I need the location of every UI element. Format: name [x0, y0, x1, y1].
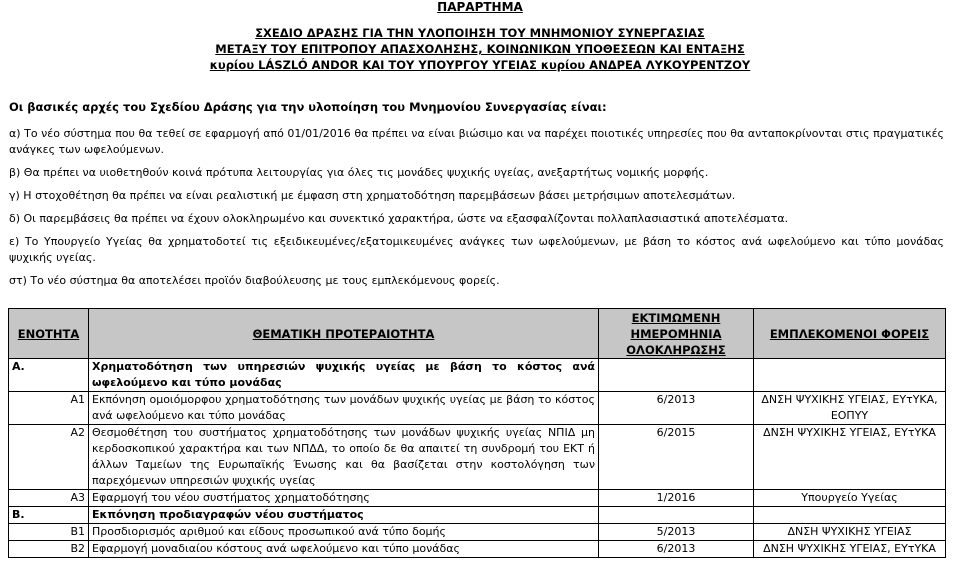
- header-unit: ΕΝΟΤΗΤΑ: [9, 309, 89, 359]
- row-date: 1/2016: [599, 490, 754, 507]
- row-date: 6/2015: [599, 425, 754, 490]
- row-code: Α2: [9, 425, 89, 490]
- table-row: [9, 541, 946, 558]
- row-code: Β1: [9, 524, 89, 541]
- table-row: [9, 392, 946, 425]
- table-row: [9, 507, 946, 524]
- appendix-title: [0, 0, 960, 14]
- row-bodies: [754, 359, 946, 392]
- action-plan-table: [8, 308, 946, 558]
- table-row: [9, 359, 946, 392]
- row-priority: Θεσμοθέτηση του συστήματος χρηματοδότησης των μονάδων ψυχικής υγείας ΝΠΙΔ μη κερδοσκοπικού χαρακτήρα και των ΝΠΔΔ, το οποίο δε θα απαιτεί τη συνδρομή του ΕΚΤ ή άλλων Ταμείων της Ευρωπαϊκής Ένωσης και θα βασίζεται στην κοστολόγηση των παρεχόμενων υπηρεσιών ψυχικής υγείας: [89, 425, 599, 490]
- appendix-title-text: ΠΑΡΑΡΤΗΜΑ: [437, 0, 523, 14]
- principle-e: ε) Το Υπουργείο Υγείας θα χρηματοδοτεί τις εξειδικευμένες/εξατομικευμένες ανάγκες των ωφελούμενων, με βάση το κόστος ανά ωφελούμενο και τύπο μονάδας ψυχικής υγείας.: [9, 235, 944, 264]
- row-bodies: ΔΝΣΗ ΨΥΧΙΚΗΣ ΥΓΕΙΑΣ, ΕΥτΥΚΑ: [754, 541, 946, 558]
- table-header-row: [9, 309, 946, 359]
- principle-c: γ) Η στοχοθέτηση θα πρέπει να είναι ρεαλιστική με έμφαση στη χρηματοδότηση παρεμβάσεων βάσει μετρήσιμων αποτελεσμάτων.: [9, 189, 736, 202]
- row-code: Β.: [9, 507, 89, 524]
- row-bodies: [754, 507, 946, 524]
- header-line-2: ΜΕΤΑΞΥ ΤΟΥ ΕΠΙΤΡΟΠΟΥ ΑΠΑΣΧΟΛΗΣΗΣ, ΚΟΙΝΩΝΙΚΩΝ ΥΠΟΘΕΣΕΩΝ ΚΑΙ ΕΝΤΑΞΗΣ: [215, 42, 745, 56]
- row-priority: Εκπόνηση προδιαγραφών νέου συστήματος: [89, 507, 599, 524]
- row-priority: Εκπόνηση ομοιόμορφου χρηματοδότησης των μονάδων ψυχικής υγείας με βάση το κόστος ανά ωφελούμενο και τύπο μονάδας: [89, 392, 599, 425]
- row-priority: Προσδιορισμός αριθμού και είδους προσωπικού ανά τύπο δομής: [89, 524, 599, 541]
- principle-d: δ) Οι παρεμβάσεις θα πρέπει να έχουν ολοκληρωμένο και συνεκτικό χαρακτήρα, ώστε να εξασφαλίζονται πολλαπλασιαστικά αποτελέσματα.: [9, 212, 789, 225]
- header-line-1: ΣΧΕΔΙΟ ΔΡΑΣΗΣ ΓΙΑ ΤΗΝ ΥΛΟΠΟΙΗΣΗ ΤΟΥ ΜΝΗΜΟΝΙΟΥ ΣΥΝΕΡΓΑΣΙΑΣ: [255, 26, 705, 40]
- row-date: 6/2013: [599, 392, 754, 425]
- row-code: Β2: [9, 541, 89, 558]
- table-row: [9, 524, 946, 541]
- table-row: [9, 425, 946, 490]
- row-code: Α1: [9, 392, 89, 425]
- principle-f: στ) Το νέο σύστημα θα αποτελέσει προϊόν διαβούλευσης με τους εμπλεκόμενους φορείς.: [9, 274, 500, 287]
- row-priority: Χρηματοδότηση των υπηρεσιών ψυχικής υγείας με βάση το κόστος ανά ωφελούμενο και τύπο μονάδας: [89, 359, 599, 392]
- row-priority: Εφαρμογή του νέου συστήματος χρηματοδότησης: [89, 490, 599, 507]
- header-bodies: ΕΜΠΛΕΚΟΜΕΝΟΙ ΦΟΡΕΙΣ: [754, 309, 946, 359]
- row-bodies: ΔΝΣΗ ΨΥΧΙΚΗΣ ΥΓΕΙΑΣ: [754, 524, 946, 541]
- row-date: [599, 507, 754, 524]
- principle-a: α) Το νέο σύστημα που θα τεθεί σε εφαρμογή από 01/01/2016 θα πρέπει να είναι βιώσιμο και να παρέχει ποιοτικές υπηρεσίες που θα ανταποκρίνονται στις πραγματικές ανάγκες των ωφελούμενων.: [9, 127, 944, 156]
- header-date: ΕΚΤΙΜΩΜΕΝΗ ΗΜΕΡΟΜΗΝΙΑ ΟΛΟΚΛΗΡΩΣΗΣ: [599, 309, 754, 359]
- row-date: [599, 359, 754, 392]
- table-row: [9, 490, 946, 507]
- row-priority: Εφαρμογή μοναδιαίου κόστους ανά ωφελούμενο και τύπο μονάδας: [89, 541, 599, 558]
- row-date: 6/2013: [599, 541, 754, 558]
- row-code: Α3: [9, 490, 89, 507]
- header-line-3: κυρίου LÁSZLÓ ANDOR ΚΑΙ ΤΟΥ ΥΠΟΥΡΓΟΥ ΥΓΕΙΑΣ κυρίου ΑΝΔΡΕΑ ΛΥΚΟΥΡΕΝΤΖΟΥ: [209, 58, 751, 72]
- header-priority: ΘΕΜΑΤΙΚΗ ΠΡΟΤΕΡΑΙΟΤΗΤΑ: [89, 309, 599, 359]
- row-date: 5/2013: [599, 524, 754, 541]
- principle-b: β) Θα πρέπει να υιοθετηθούν κοινά πρότυπα λειτουργίας για όλες τις μονάδες ψυχικής υγείας, ανεξαρτήτως νομικής μορφής.: [9, 166, 709, 179]
- intro-heading: Οι βασικές αρχές του Σχεδίου Δράσης για την υλοποίηση του Μνημονίου Συνεργασίας είναι:: [9, 100, 607, 114]
- row-bodies: ΔΝΣΗ ΨΥΧΙΚΗΣ ΥΓΕΙΑΣ, ΕΥτΥΚΑ, ΕΟΠΥΥ: [754, 392, 946, 425]
- row-bodies: Υπουργείο Υγείας: [754, 490, 946, 507]
- row-code: Α.: [9, 359, 89, 392]
- row-bodies: ΔΝΣΗ ΨΥΧΙΚΗΣ ΥΓΕΙΑΣ, ΕΥτΥΚΑ: [754, 425, 946, 490]
